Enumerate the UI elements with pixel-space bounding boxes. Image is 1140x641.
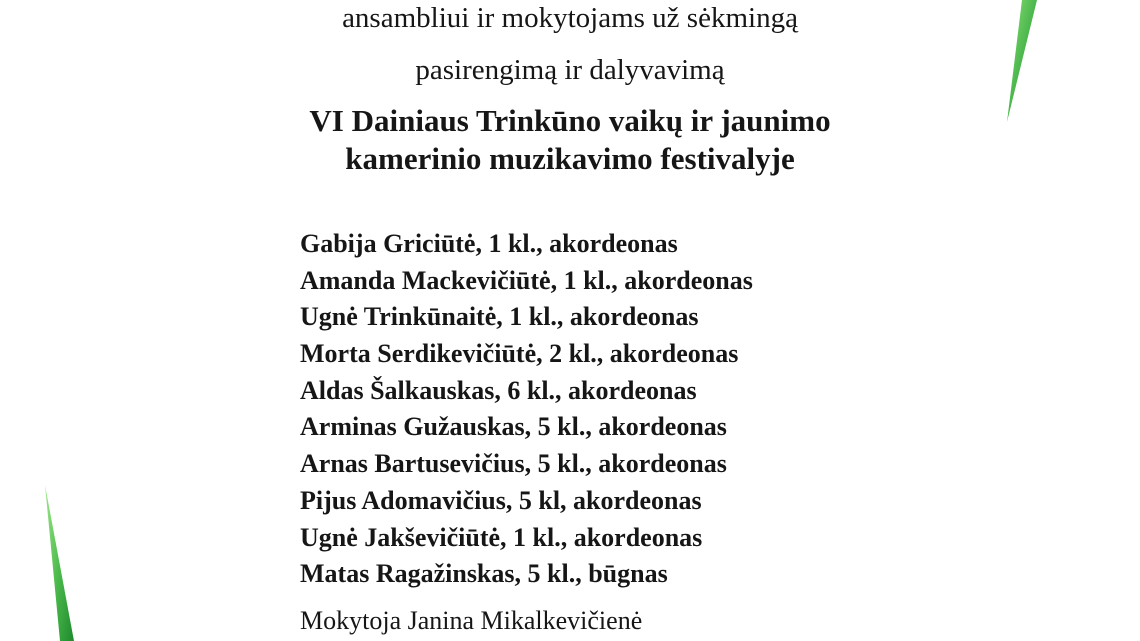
participant-item: Ugnė Trinkūnaitė, 1 kl., akordeonas — [300, 302, 699, 332]
participant-item: Ugnė Jakševičiūtė, 1 kl., akordeonas — [300, 522, 703, 552]
intro-line: pasirengimą ir dalyvavimą — [415, 54, 725, 86]
festival-title: kamerinio muzikavimo festivalyje — [345, 141, 795, 176]
teacher-name: Mokytoja Janina Mikalkevičienė — [300, 606, 643, 635]
participant-item: Arnas Bartusevičius, 5 kl., akordeonas — [300, 449, 727, 479]
participant-item: Matas Ragažinskas, 5 kl., būgnas — [300, 559, 668, 589]
participant-item: Gabija Griciūtė, 1 kl., akordeonas — [300, 229, 678, 258]
participant-list — [300, 226, 753, 593]
green-leaf-icon — [40, 485, 80, 641]
participant-item: Arminas Gužauskas, 5 kl., akordeonas — [300, 412, 727, 442]
participant-item: Amanda Mackevičiūtė, 1 kl., akordeonas — [300, 265, 753, 295]
intro-line: ansambliui ir mokytojams už sėkmingą — [342, 2, 798, 34]
participant-item: Pijus Adomavičius, 5 kl, akordeonas — [300, 485, 702, 515]
festival-title: VI Dainiaus Trinkūno vaikų ir jaunimo — [309, 103, 831, 138]
participant-item: Aldas Šalkauskas, 6 kl., akordeonas — [300, 375, 697, 405]
participant-item: Morta Serdikevičiūtė, 2 kl., akordeonas — [300, 339, 739, 369]
